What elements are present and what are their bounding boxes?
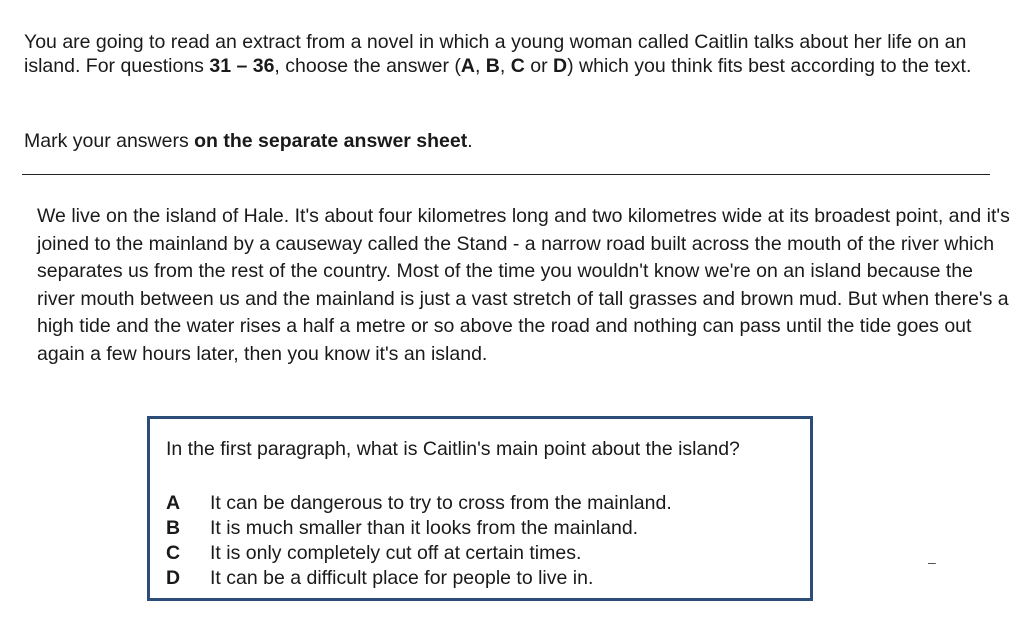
extract-paragraph: We live on the island of Hale. It's about four kilometres long and two kilometres wide at its broadest point, and it's joined to the mainland by a causeway called the Stand - a narrow road built across the mouth of the river which separates us from the rest of the country. Most of the time you wouldn't know we're on an island because the river mouth between us and the mainland is just a vast stretch of tall grasses and brown mud. But when there's a high tide and the water rises a half a metre or so above the road and nothing can pass until the tide goes out again a few hours later, then you know it's an island. xyxy=(37,205,1010,365)
answer-option-b[interactable] xyxy=(166,516,672,541)
answer-option-a[interactable] xyxy=(166,491,672,516)
question-range: 31 – 36 xyxy=(209,55,275,77)
question-text: In the first paragraph, what is Caitlin's main point about the island? xyxy=(166,438,740,460)
mark-prefix: Mark your answers xyxy=(24,130,195,152)
intro-text: You are going to read an extract from a novel in which a young woman called Caitlin talks about her life on an island. For questions xyxy=(24,31,967,77)
intro-text-continued: , choose the answer ( xyxy=(274,55,461,77)
answer-option-c[interactable] xyxy=(166,541,672,566)
question-box xyxy=(147,416,813,601)
separator: , xyxy=(499,55,511,77)
letter-c: C xyxy=(510,55,525,77)
mark-bold: on the separate answer sheet xyxy=(194,130,468,152)
letter-d: D xyxy=(553,55,568,77)
option-letter: A xyxy=(166,492,181,514)
separator: or xyxy=(524,55,554,77)
option-text: It is only completely cut off at certain times. xyxy=(210,542,582,564)
option-text: It can be dangerous to try to cross from the mainland. xyxy=(210,492,672,514)
letter-a: A xyxy=(460,55,475,77)
answer-option-d[interactable] xyxy=(166,566,672,591)
option-text: It can be a difficult place for people to live in. xyxy=(210,567,594,589)
intro-text-end: ) which you think fits best according to the text. xyxy=(567,55,972,77)
letter-b: B xyxy=(485,55,500,77)
instructions xyxy=(24,30,1004,78)
divider xyxy=(22,174,990,175)
instructions-text xyxy=(24,30,1004,78)
option-letter: D xyxy=(166,567,181,589)
answer-options xyxy=(166,491,672,591)
answer-sheet-instruction xyxy=(24,129,473,153)
margin-mark: – xyxy=(928,554,936,570)
option-letter: C xyxy=(166,542,181,564)
mark-suffix: . xyxy=(467,130,473,152)
separator: , xyxy=(474,55,486,77)
option-text: It is much smaller than it looks from the mainland. xyxy=(210,517,639,539)
option-letter: B xyxy=(166,517,181,539)
